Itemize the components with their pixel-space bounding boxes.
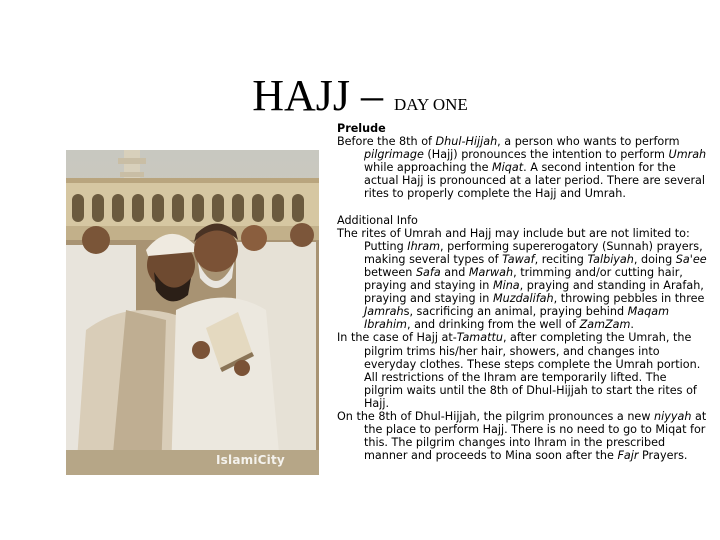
slide-body [337, 122, 709, 462]
italic-term: Mina [492, 279, 520, 293]
italic-term: Miqat [492, 161, 524, 175]
title-subtitle: DAY ONE [393, 95, 468, 114]
text-run: , performing supererogatory (Sunnah) prayers, making several types of [364, 239, 703, 266]
italic-term: Maqam Ibrahim [364, 305, 670, 332]
italic-term: Marwah [468, 265, 514, 279]
text-run: s, sacrificing an animal, praying behind [403, 305, 628, 319]
text-run: . [630, 318, 634, 332]
text-run: , a person who wants to perform [497, 135, 680, 149]
text-run: , praying and standing in Arafah, praying and staying in [364, 279, 704, 306]
italic-term: Safa [415, 265, 441, 279]
hand-shape [234, 360, 250, 376]
italic-term: niyyah [654, 409, 692, 423]
italic-term: Sa'ee [675, 252, 707, 266]
pilgrims-illustration [66, 150, 319, 475]
italic-term: Dhul-Hijjah [435, 135, 498, 149]
text-run: , doing [633, 252, 676, 266]
text-run: , throwing pebbles in three [553, 292, 705, 306]
text-run: , reciting [534, 252, 588, 266]
italic-term: Jamrah [364, 305, 404, 319]
hand-shape [192, 341, 210, 359]
image-watermark: IslamiCity [216, 453, 285, 467]
text-run: while approaching the [364, 161, 493, 175]
eighth-day-paragraph [337, 410, 709, 462]
italic-term: Fajr [617, 449, 639, 463]
italic-term: Ihram [407, 239, 441, 253]
text-run: and [440, 265, 469, 279]
title-main: HAJJ – [252, 71, 394, 120]
text-run: In the case of Hajj at- [337, 331, 457, 345]
tamattu-paragraph [337, 331, 709, 410]
italic-term: pilgrimage [364, 148, 424, 162]
text-run: Before the 8th of [337, 135, 436, 149]
text-run: at the place to perform Hajj. There is no need to go to Miqat for this. The pilgrim changes into Ihram in the prescribed manner and proceeds to Mina soon after the [364, 409, 707, 463]
text-run: The rites of Umrah and Hajj may include but are not limited to: [337, 226, 690, 240]
text-run: between [364, 265, 416, 279]
italic-term: ZamZam [579, 318, 631, 332]
italic-term: Umrah [668, 148, 707, 162]
pilgrims-photo [66, 150, 319, 475]
prelude-heading: Prelude [337, 122, 386, 135]
additional-heading: Additional Info [337, 213, 418, 227]
italic-term: Talbiyah [587, 252, 634, 266]
spacer [337, 201, 709, 214]
text-run: , and drinking from the well of [406, 318, 580, 332]
text-run: On the 8th of Dhul-Hijjah, the pilgrim pronounces a new [337, 409, 655, 423]
italic-term: Muzdalifah [492, 292, 554, 306]
rites-list [337, 240, 709, 332]
italic-term: Tamattu [456, 331, 503, 345]
prelude-paragraph [337, 135, 709, 200]
text-run: Prayers. [638, 449, 688, 463]
italic-term: Tawaf [502, 252, 535, 266]
text-run: , trimming and/or cutting hair, praying and staying in [364, 265, 683, 293]
text-run: (Hajj) pronounces the intention to perform [423, 148, 669, 162]
text-run: , after completing the Umrah, the pilgrim trims his/her hair, showers, and changes into everyday clothes. These steps complete the Umrah portion. All restrictions of the Ihram are temporarily lifted. The pilgrim waits until the 8th of Dhul-Hijjah to start the rites of Hajj. [364, 331, 701, 410]
text-run: . A second intention for the actual Hajj is pronounced at a later period. There are several rites to properly complete the Hajj and Umrah. [364, 161, 706, 201]
rites-paragraph [337, 227, 709, 240]
text-run: Putting [364, 239, 408, 253]
